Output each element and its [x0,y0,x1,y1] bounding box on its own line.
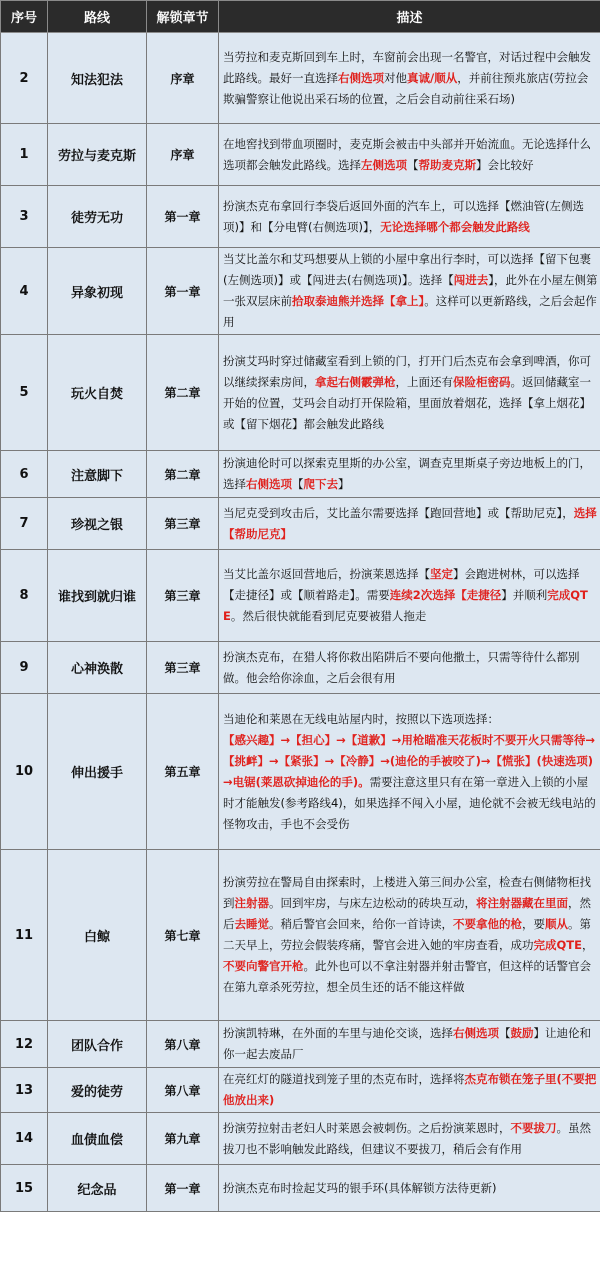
table-row [1,335,600,451]
route-description [219,550,600,642]
description-text: 对他 [384,70,407,85]
route-description [219,498,600,550]
route-description [219,1021,600,1068]
table-row [1,642,600,694]
header-no: 序号 [1,1,48,33]
header-desc: 描述 [219,1,600,33]
highlight-text: 连续2次选择【走捷径 [389,588,502,602]
highlight-text: 右侧选项 [453,1026,499,1040]
route-description [219,850,600,1021]
description-text: 在亮红灯的隧道找到笼子里的杰克布时，选择将 [223,1072,465,1086]
description-text: 扮演杰克布时捡起艾玛的银手环(具体解锁方法待更新) [223,1180,497,1195]
highlight-text: 坚定 [430,567,453,581]
header-chapter: 解锁章节 [147,1,219,33]
unlock-chapter: 序章 [147,124,219,186]
highlight-text: 不要拔刀 [510,1120,557,1135]
table-row [1,694,600,850]
highlight-text: 右侧选项 [246,477,292,491]
row-number: 7 [1,498,48,550]
highlight-text: 杰克布锁在笼子里(不要把他放出来) [223,1072,597,1107]
row-number: 13 [1,1068,48,1113]
highlight-text: 拿起右侧霰弹枪 [315,374,396,389]
description-text: 扮演杰克布拿回行李袋后返回外面的汽车上，可以选择【燃油管(左侧选项)】和【分电臂(右侧选项)】， [223,198,584,234]
row-number: 2 [1,33,48,124]
highlight-text: 拾取泰迪熊并选择【拿上】 [292,294,425,308]
table-row [1,33,600,124]
highlight-text: 右侧选项 [338,70,384,85]
description-text: 在地窖找到带血项圈时，麦克斯会被击中头部并开始流血。无论选择什么选项都会触发此路线。选择 [223,136,591,172]
row-number: 5 [1,335,48,451]
route-name: 白鲸 [48,850,147,1021]
description-text: 【 [292,477,304,491]
description-text: ，要 [522,917,545,931]
highlight-text: 无论选择哪个都会触发此路线 [380,219,530,234]
table-row [1,850,600,1021]
unlock-chapter: 第三章 [147,550,219,642]
unlock-chapter: 第八章 [147,1068,219,1113]
row-number: 9 [1,642,48,694]
table-row [1,124,600,186]
highlight-text: 帮助麦克斯 [418,157,476,172]
highlight-text: 去睡觉 [234,917,269,931]
description-text: 】，此外在小屋左侧第一张双层床前 [223,273,598,308]
route-name: 珍视之银 [48,498,147,550]
unlock-chapter: 第二章 [147,451,219,498]
unlock-chapter: 第一章 [147,248,219,335]
table-row [1,451,600,498]
highlight-text: 【感兴趣】→【担心】→【道歉】→用枪瞄准天花板时不要开火只需等待→【挑衅】→【紧张】→【冷静】→(迪伦的手被咬了)→【慌张】(快速选项)→电锯(莱恩砍掉迪伦的手)。 [223,732,596,789]
route-description [219,124,600,186]
route-description [219,33,600,124]
route-description [219,1068,600,1113]
route-name: 注意脚下 [48,451,147,498]
description-text: 。此外也可以不拿注射器并射击警官，但这样的话警官会在第九章杀死劳拉，想全员生还的话不能这样做 [223,959,591,994]
description-text: 。返回储藏室一开始的位置，艾玛会自动打开保险箱，里面放着烟花，选择【拿上烟花】或【留下烟花】都会触发此路线 [223,374,591,431]
description-text: 。稍后警官会回来，给你一首诗读， [269,917,453,931]
highlight-text: 注射器 [234,896,269,910]
description-text: 扮演杰克布，在猎人将你救出陷阱后不要向他撒土，只需等待什么都别做。他会给你涂血，之后会很有用 [223,649,580,685]
route-description [219,186,600,248]
table-row [1,1113,600,1165]
row-number: 8 [1,550,48,642]
route-name: 劳拉与麦克斯 [48,124,147,186]
description-text: 扮演迪伦时可以探索克里斯的办公室，调查克里斯桌子旁边地板上的门，选择 [223,456,591,491]
description-text: 【 [499,1026,511,1040]
highlight-text: 闯进去 [453,273,489,287]
description-text: 扮演艾玛时穿过储藏室看到上锁的门，打开门后杰克布会拿到啤酒，你可以继续探索房间， [223,353,591,389]
unlock-chapter: 第八章 [147,1021,219,1068]
unlock-chapter: 第三章 [147,642,219,694]
unlock-chapter: 第七章 [147,850,219,1021]
description-text: ，上面还有 [395,374,453,389]
highlight-text: 爬下去 [303,477,338,491]
row-number: 14 [1,1113,48,1165]
route-name: 玩火自焚 [48,335,147,451]
highlight-text: 完成QTE [533,938,582,952]
description-text: 。这样可以更新路线，之后会起作用 [223,294,597,329]
row-number: 12 [1,1021,48,1068]
route-description [219,642,600,694]
row-number: 15 [1,1165,48,1212]
highlight-text: 左侧选项 [361,157,407,172]
row-number: 6 [1,451,48,498]
route-name: 谁找到就归谁 [48,550,147,642]
highlight-text: 保险柜密码 [453,374,511,389]
route-name: 纪念品 [48,1165,147,1212]
row-number: 3 [1,186,48,248]
route-name: 心神涣散 [48,642,147,694]
description-text: 当艾比盖尔返回营地后，扮演莱恩选择【 [223,567,430,581]
description-text: 】让迪伦和你一起去废品厂 [223,1026,591,1061]
description-text: 扮演凯特琳，在外面的车里与迪伦交谈，选择 [223,1026,453,1040]
description-text: 】 [338,477,350,491]
description-text: ， [581,938,594,952]
route-description [219,1113,600,1165]
route-description [219,694,600,850]
unlock-chapter: 第一章 [147,1165,219,1212]
description-text: 】并顺利 [501,588,548,602]
table-header-row [1,1,600,33]
route-name: 异象初现 [48,248,147,335]
row-number: 1 [1,124,48,186]
route-name: 知法犯法 [48,33,147,124]
highlight-text: 真诚/顺从 [407,70,458,85]
description-text: 扮演劳拉射击老妇人时莱恩会被刺伤。之后扮演莱恩时， [223,1120,511,1135]
description-text: 当艾比盖尔和艾玛想要从上锁的小屋中拿出行李时，可以选择【留下包裹(左侧选项)】或【闯进去(右侧选项)】。选择【 [223,252,591,287]
table-row [1,1068,600,1113]
description-text: 【 [407,157,419,172]
description-text: 。第二天早上，劳拉会假装疼痛，警官会进入她的牢房查看，成功 [223,917,591,952]
route-name: 爱的徒劳 [48,1068,147,1113]
table-row [1,550,600,642]
table-row [1,1021,600,1068]
row-number: 11 [1,850,48,1021]
description-text: ，然后 [223,896,591,931]
unlock-chapter: 第一章 [147,186,219,248]
description-text: 】会比较好 [476,157,534,172]
description-text: 需要注意这里只有在第一章进入上锁的小屋时才能触发(参考路线4)，如果选择不闯入小屋，迪伦就不会被无线电站的怪物攻击，手也不会受伤 [223,774,596,831]
highlight-text: 鼓励 [510,1026,534,1040]
table-row [1,248,600,335]
description-text: 扮演劳拉在警局自由探索时，上楼进入第三间办公室，检查右侧储物柜找到 [223,875,591,910]
table-row [1,498,600,550]
route-description [219,335,600,451]
route-name: 伸出援手 [48,694,147,850]
description-text: 。回到牢房，与床左边松动的砖块互动， [269,896,476,910]
description-text: ，并前往预兆旅店(劳拉会欺骗警察让他说出采石场的位置，之后会自动前往采石场) [223,70,589,106]
row-number: 4 [1,248,48,335]
description-text: 。虽然拔刀也不影响触发此路线，但建议不要拔刀，稍后会有作用 [223,1120,591,1156]
description-text: 。然后很快就能看到尼克要被猎人拖走 [230,609,427,623]
route-name: 徒劳无功 [48,186,147,248]
highlight-text: 选择【帮助尼克】 [223,505,597,541]
route-name: 血债血偿 [48,1113,147,1165]
unlock-chapter: 第五章 [147,694,219,850]
description-text: 当迪伦和莱恩在无线电站屋内时，按照以下选项选择： [223,711,499,726]
description-text: 当劳拉和麦克斯回到车上时，车窗前会出现一名警官，对话过程中会触发此路线。最好一直选择 [223,49,591,85]
route-description [219,1165,600,1212]
row-number: 10 [1,694,48,850]
description-text: 当尼克受到攻击后，艾比盖尔需要选择【跑回营地】或【帮助尼克】， [223,505,574,520]
highlight-text: 不要向警官开枪 [223,959,304,973]
route-description [219,248,600,335]
highlight-text: 不要拿他的枪 [453,917,522,931]
unlock-chapter: 序章 [147,33,219,124]
table-row [1,186,600,248]
header-route: 路线 [48,1,147,33]
description-text: 】会跑进树林，可以选择【走捷径】或【顺着路走】。需要 [223,567,580,602]
table-row [1,1165,600,1212]
highlight-text: 顺从 [545,917,568,931]
route-description [219,451,600,498]
unlock-chapter: 第二章 [147,335,219,451]
route-name: 团队合作 [48,1021,147,1068]
unlock-chapter: 第三章 [147,498,219,550]
unlock-chapter: 第九章 [147,1113,219,1165]
highlight-text: 完成QTE [223,588,588,623]
highlight-text: 将注射器藏在里面 [476,896,568,910]
